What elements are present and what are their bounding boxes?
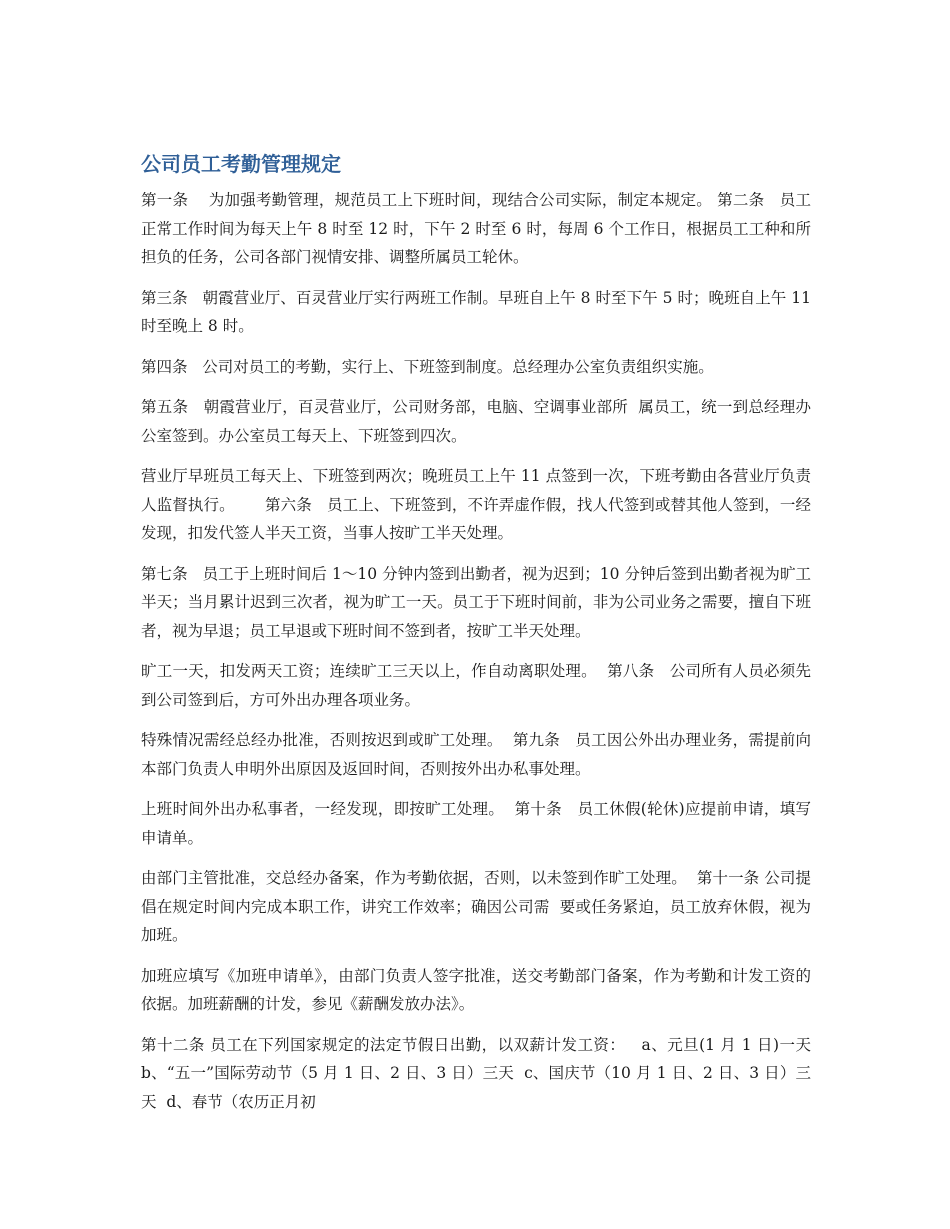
paragraph-10: 由部门主管批准，交总经办备案，作为考勤依据，否则，以未签到作旷工处理。 第十一条 公司提倡在规定时间内完成本职工作，讲究工作效率；确因公司需 要或任务紧迫，员工放弃休假，视为加班。 <box>141 869 811 944</box>
paragraph-4: 第五条 朝霞营业厅，百灵营业厅，公司财务部，电脑、空调事业部所 属员工，统一到总经理办公室签到。办公室员工每天上、下班签到四次。 <box>141 398 811 445</box>
document-title: 公司员工考勤管理规定 <box>141 152 341 176</box>
paragraph-2: 第三条 朝霞营业厅、百灵营业厅实行两班工作制。早班自上午 8 时至下午 5 时；晚班自上午 11 时至晚上 8 时。 <box>141 288 816 335</box>
paragraph-8: 特殊情况需经总经办批准，否则按迟到或旷工处理。 第九条 员工因公外出办理业务，需提前向本部门负责人申明外出原因及返回时间，否则按外出办私事处理。 <box>141 731 811 778</box>
paragraph-7: 旷工一天，扣发两天工资；连续旷工三天以上，作自动离职处理。 第八条 公司所有人员必须先到公司签到后，方可外出办理各项业务。 <box>141 662 811 709</box>
document-body <box>141 148 821 1128</box>
paragraph-12: 第十二条 员工在下列国家规定的法定节假日出勤，以双薪计发工资： a、元旦(1 月 1 日)一天 b、“五一”国际劳动节（5 月 1 日、2 日、3 日）三天 c、国庆节（10 月 1 日、2 日、3 日）三天 d、春节（农历正月初 <box>141 1035 821 1111</box>
paragraph-5: 营业厅早班员工每天上、下班签到两次；晚班员工上午 11 点签到一次，下班考勤由各营业厅负责人监督执行。 第六条 员工上、下班签到，不许弄虚作假，找人代签到或替其他人签到，一经发现，扣发代签人半天工资，当事人按旷工半天处理。 <box>141 467 811 542</box>
paragraph-1: 第一条 为加强考勤管理，规范员工上下班时间，现结合公司实际，制定本规定。 第二条 员工正常工作时间为每天上午 8 时至 12 时，下午 2 时至 6 时，每周 6 个工作日，根据员工工种和所担负的任务，公司各部门视情安排、调整所属员工轮休。 <box>141 191 811 266</box>
paragraph-3: 第四条 公司对员工的考勤，实行上、下班签到制度。总经理办公室负责组织实施。 <box>141 357 714 376</box>
paragraph-11: 加班应填写《加班申请单》，由部门负责人签字批准，送交考勤部门备案，作为考勤和计发工资的依据。加班薪酬的计发，参见《薪酬发放办法》。 <box>141 966 811 1013</box>
paragraph-6: 第七条 员工于上班时间后 1～10 分钟内签到出勤者，视为迟到；10 分钟后签到出勤者视为旷工半天；当月累计迟到三次者，视为旷工一天。员工于下班时间前，非为公司业务之需要，擅自下班者，视为早退；员工早退或下班时间不签到者，按旷工半天处理。 <box>141 564 811 640</box>
paragraph-9: 上班时间外出办私事者，一经发现，即按旷工处理。 第十条 员工休假(轮休)应提前申请，填写申请单。 <box>141 800 811 847</box>
